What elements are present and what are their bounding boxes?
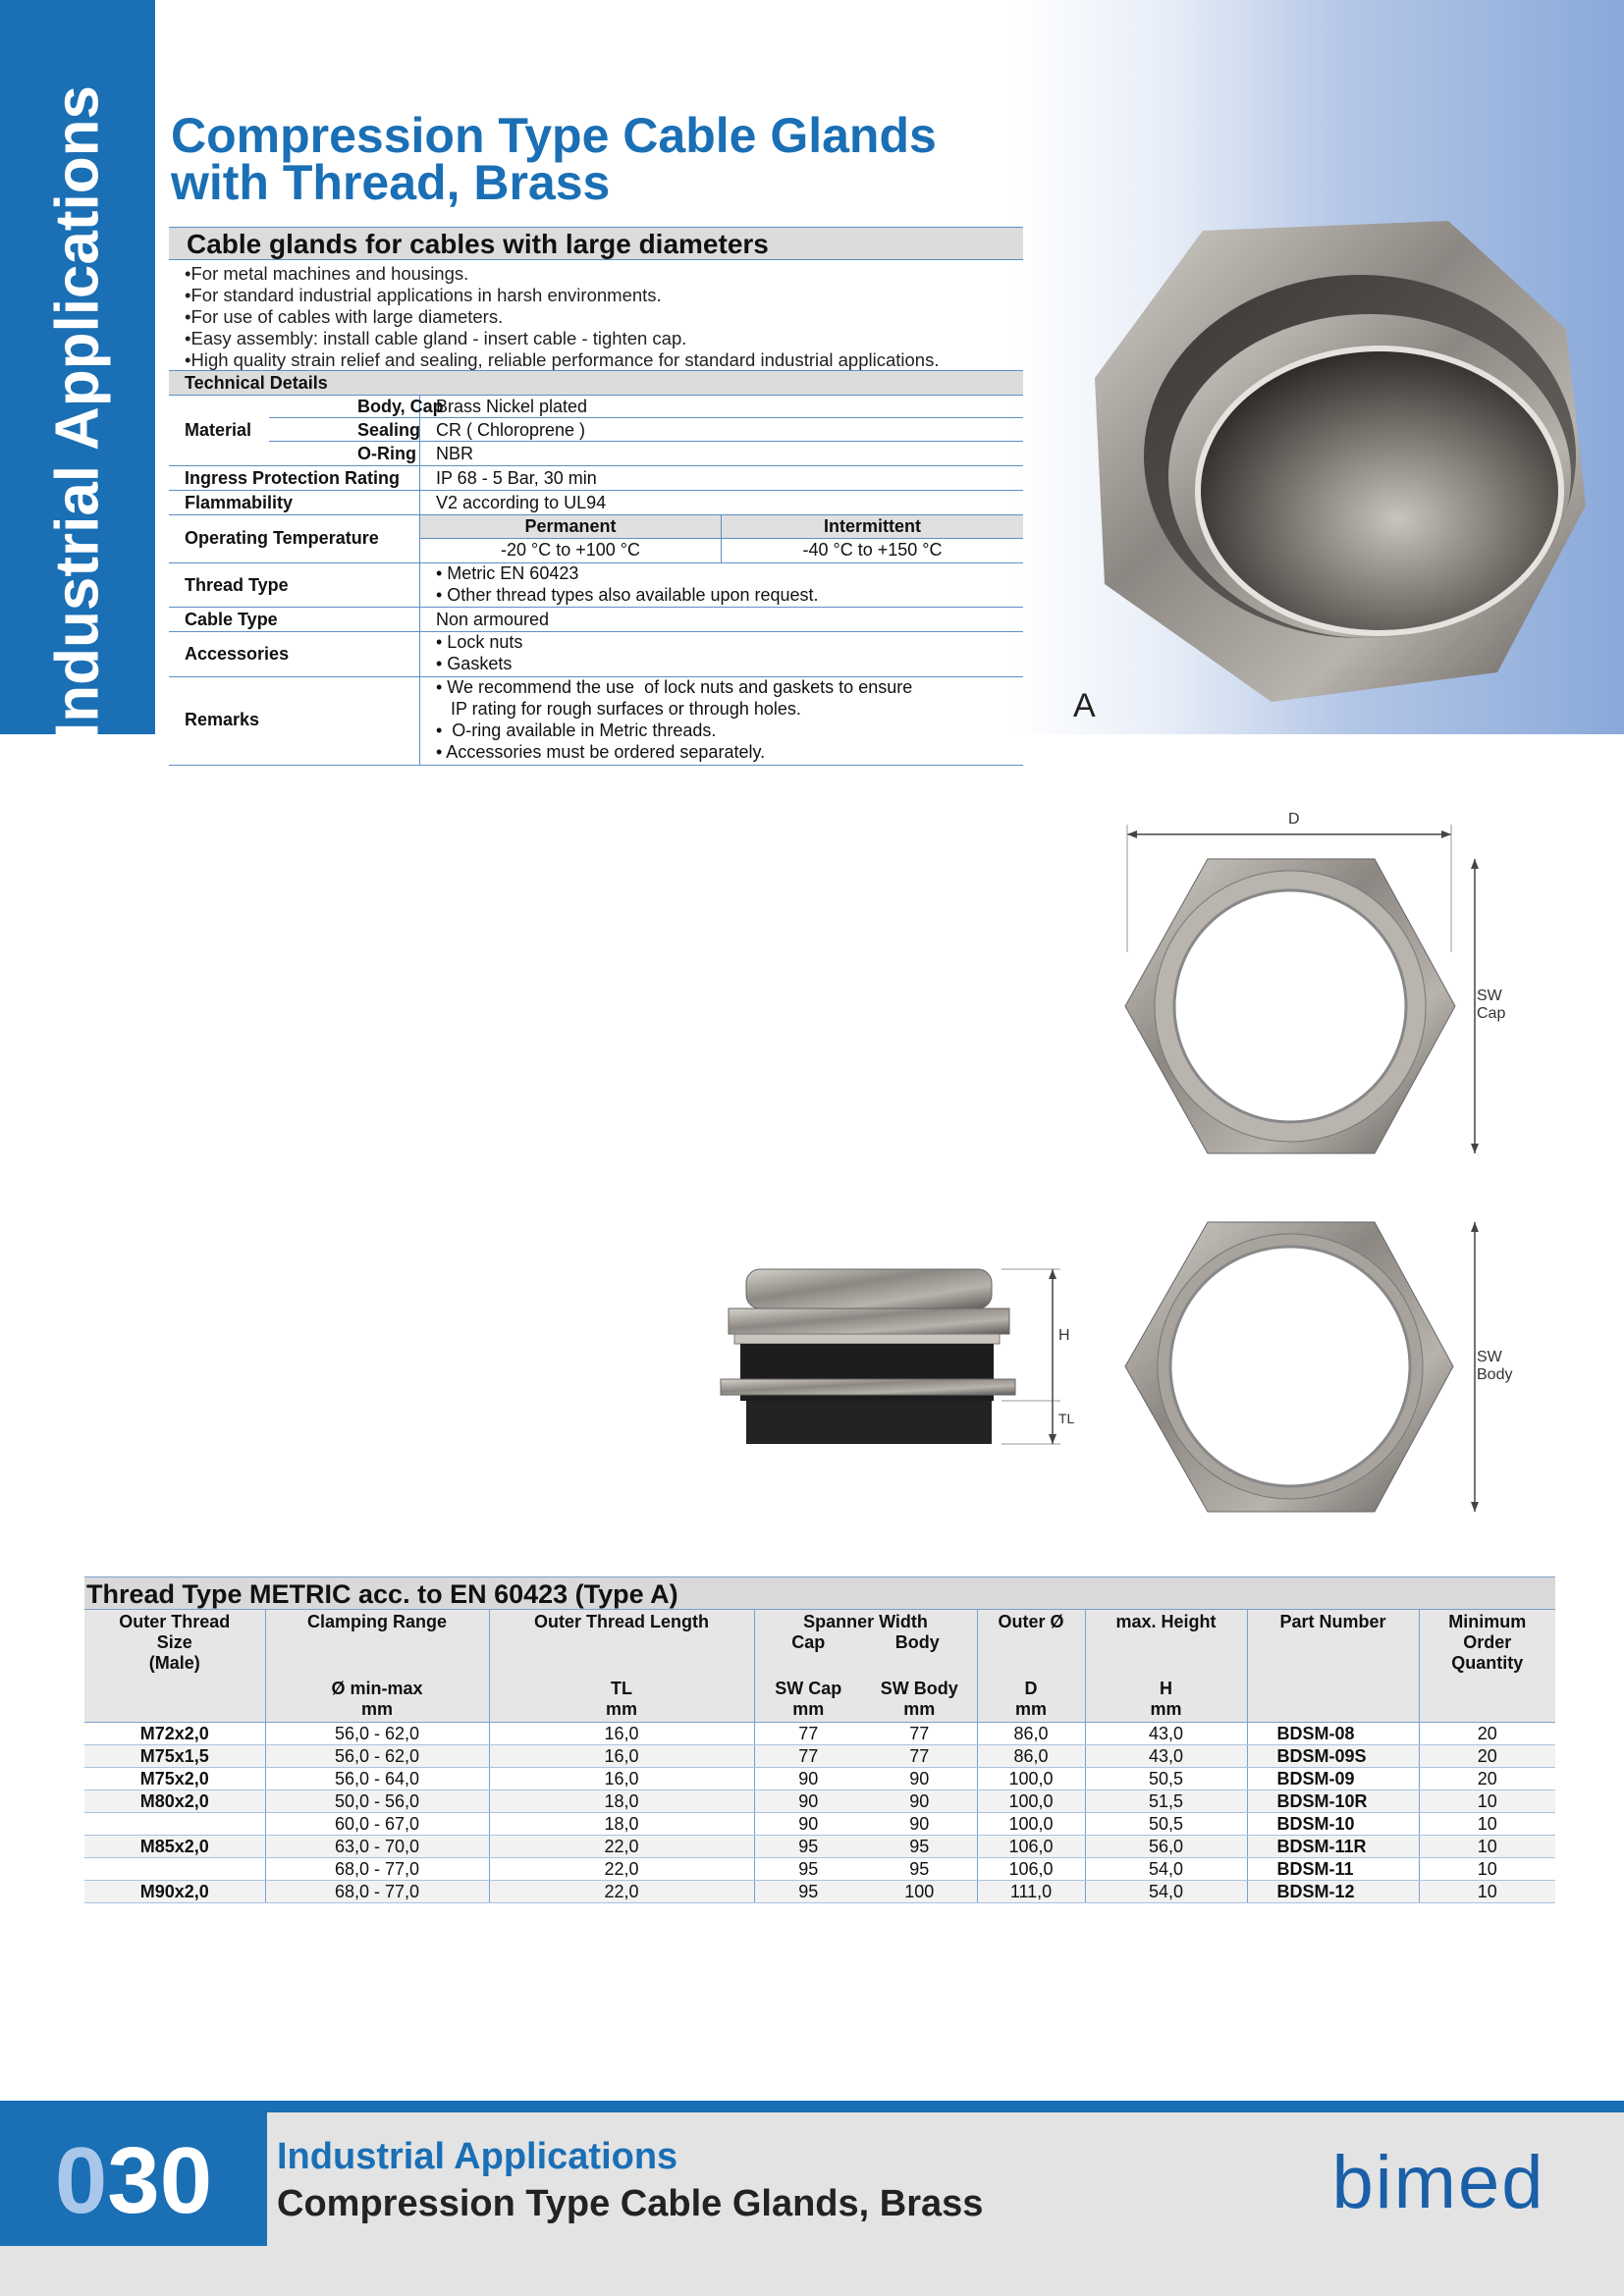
col-otl: Outer Thread Length — [489, 1610, 754, 1677]
cell-clamp: 56,0 - 64,0 — [265, 1768, 489, 1790]
tech-header-row: Technical Details — [169, 370, 1023, 396]
cell-swb: 95 — [862, 1858, 977, 1881]
photo-label: A — [1073, 687, 1096, 724]
cell-clamp: 63,0 - 70,0 — [265, 1836, 489, 1858]
footer-line — [0, 2101, 1624, 2112]
cell-swb: 77 — [862, 1723, 977, 1745]
side-view-drawing — [707, 1261, 1080, 1458]
cell-h: 51,5 — [1085, 1790, 1247, 1813]
cell-swb: 100 — [862, 1881, 977, 1903]
feature-list — [185, 263, 1029, 371]
cell-clamp: 68,0 - 77,0 — [265, 1858, 489, 1881]
cell-size — [84, 1858, 265, 1881]
cell-pn: BDSM-09 — [1247, 1768, 1419, 1790]
cell-d: 100,0 — [977, 1790, 1085, 1813]
cell-swc: 77 — [754, 1723, 862, 1745]
cell-tl: 16,0 — [489, 1745, 754, 1768]
cell-d: 100,0 — [977, 1768, 1085, 1790]
cell-size: M72x2,0 — [84, 1723, 265, 1745]
col-spanner: Spanner Width Cap Body — [754, 1610, 977, 1677]
cell-tl: 18,0 — [489, 1790, 754, 1813]
cell-swc: 77 — [754, 1745, 862, 1768]
cell-clamp: 56,0 - 62,0 — [265, 1723, 489, 1745]
bottom-view-body-drawing — [1110, 1217, 1522, 1522]
brand-logo: bimed — [1331, 2141, 1545, 2224]
cell-swb: 90 — [862, 1768, 977, 1790]
table-row — [84, 1768, 1555, 1790]
cell-h: 50,5 — [1085, 1768, 1247, 1790]
col-outer-d: Outer Ø — [977, 1610, 1085, 1677]
dim-sw-body: SW Body — [1477, 1349, 1513, 1383]
list-item: • For standard industrial applications in harsh environments. — [185, 285, 1029, 306]
material-body-row: Body, Cap Brass Nickel plated — [269, 395, 1023, 418]
thread-type-row: Thread Type • Metric EN 60423 • Other thread types also available upon request. — [169, 563, 1023, 608]
cell-size — [84, 1813, 265, 1836]
metric-table-heading: Thread Type METRIC acc. to EN 60423 (Type A) — [84, 1576, 1555, 1610]
flammability-row: Flammability V2 according to UL94 — [169, 491, 1023, 515]
col-height: max. Height — [1085, 1610, 1247, 1677]
cell-tl: 16,0 — [489, 1768, 754, 1790]
cell-pn: BDSM-11 — [1247, 1858, 1419, 1881]
remarks-row: Remarks • We recommend the use of lock nuts and gaskets to ensure IP rating for rough surfaces or through holes. • O-ring available in Metric threads. • Accessories must be ordered separately. — [169, 677, 1023, 766]
cell-swc: 90 — [754, 1813, 862, 1836]
cell-pn: BDSM-09S — [1247, 1745, 1419, 1768]
cell-moq: 10 — [1419, 1790, 1555, 1813]
list-item: • High quality strain relief and sealing, reliable performance for standard industrial applications. — [185, 349, 1029, 371]
cell-moq: 20 — [1419, 1723, 1555, 1745]
cell-h: 43,0 — [1085, 1745, 1247, 1768]
page-number: 030 — [54, 2128, 213, 2233]
dim-tl: TL — [1058, 1411, 1075, 1426]
cell-tl: 22,0 — [489, 1836, 754, 1858]
dim-d: D — [1288, 811, 1300, 828]
col-outer-thread: Outer Thread Size (Male) — [84, 1610, 265, 1677]
cell-pn: BDSM-10 — [1247, 1813, 1419, 1836]
section-heading: Cable glands for cables with large diameters — [169, 227, 1023, 260]
cable-gland-photo — [1036, 211, 1586, 712]
cell-moq: 20 — [1419, 1745, 1555, 1768]
top-view-cap-drawing — [1110, 805, 1522, 1158]
cell-pn: BDSM-12 — [1247, 1881, 1419, 1903]
cell-swb: 90 — [862, 1813, 977, 1836]
table-row — [84, 1790, 1555, 1813]
cell-tl: 18,0 — [489, 1813, 754, 1836]
list-item: • For metal machines and housings. — [185, 263, 1029, 285]
dim-sw-cap: SW Cap — [1477, 988, 1506, 1022]
cell-moq: 10 — [1419, 1813, 1555, 1836]
cell-swc: 95 — [754, 1858, 862, 1881]
material-oring-row: O-Ring NBR — [169, 442, 1023, 466]
col-moq: Minimum Order Quantity — [1419, 1610, 1555, 1677]
cell-size: M75x1,5 — [84, 1745, 265, 1768]
material-sealing-row: Sealing CR ( Chloroprene ) — [269, 418, 1023, 442]
cell-h: 56,0 — [1085, 1836, 1247, 1858]
cell-swc: 95 — [754, 1836, 862, 1858]
table-row — [84, 1723, 1555, 1745]
material-row: Material — [169, 395, 1023, 465]
cell-tl: 16,0 — [489, 1723, 754, 1745]
col-clamping: Clamping Range — [265, 1610, 489, 1677]
cell-size: M75x2,0 — [84, 1768, 265, 1790]
cell-size: M90x2,0 — [84, 1881, 265, 1903]
footer-category: Industrial Applications — [277, 2136, 678, 2177]
cell-pn: BDSM-11R — [1247, 1836, 1419, 1858]
metric-table-body — [84, 1723, 1555, 1903]
cell-swc: 90 — [754, 1768, 862, 1790]
table-row — [84, 1836, 1555, 1858]
cell-size: M80x2,0 — [84, 1790, 265, 1813]
cell-swc: 95 — [754, 1881, 862, 1903]
cell-d: 106,0 — [977, 1836, 1085, 1858]
cell-clamp: 50,0 - 56,0 — [265, 1790, 489, 1813]
cell-moq: 10 — [1419, 1858, 1555, 1881]
cell-h: 54,0 — [1085, 1858, 1247, 1881]
table-row — [84, 1813, 1555, 1836]
cable-type-row: Cable Type Non armoured — [169, 608, 1023, 632]
cell-swb: 95 — [862, 1836, 977, 1858]
list-item: • Easy assembly: install cable gland - insert cable - tighten cap. — [185, 328, 1029, 349]
cell-pn: BDSM-08 — [1247, 1723, 1419, 1745]
temperature-row: Operating Temperature Permanent Intermittent -20 °C to +100 °C -40 °C to +150 °C — [169, 515, 1023, 563]
side-band — [0, 0, 155, 739]
cell-moq: 10 — [1419, 1836, 1555, 1858]
cell-swb: 77 — [862, 1745, 977, 1768]
cell-d: 106,0 — [977, 1858, 1085, 1881]
cell-moq: 20 — [1419, 1768, 1555, 1790]
table-row — [84, 1745, 1555, 1768]
footer-title: Compression Type Cable Glands, Brass — [277, 2183, 984, 2224]
cell-swb: 90 — [862, 1790, 977, 1813]
cell-clamp: 68,0 - 77,0 — [265, 1881, 489, 1903]
cell-pn: BDSM-10R — [1247, 1790, 1419, 1813]
list-item: • For use of cables with large diameters. — [185, 306, 1029, 328]
cell-size: M85x2,0 — [84, 1836, 265, 1858]
cell-tl: 22,0 — [489, 1881, 754, 1903]
table-row — [84, 1881, 1555, 1903]
cell-clamp: 56,0 - 62,0 — [265, 1745, 489, 1768]
cell-d: 86,0 — [977, 1723, 1085, 1745]
cell-clamp: 60,0 - 67,0 — [265, 1813, 489, 1836]
cell-h: 43,0 — [1085, 1723, 1247, 1745]
page-title: Compression Type Cable Glands with Thread, Brass — [171, 108, 937, 210]
col-part: Part Number — [1247, 1610, 1419, 1677]
cell-d: 111,0 — [977, 1881, 1085, 1903]
metric-table: Outer Thread Size (Male) Clamping Range Outer Thread Length Spanner Width Cap Body Outer Ø max. Height Part Number Minimum Order Quantity Ø min-max mm TL mm SW Cap mm SW Body mm D mm H mm M72x2,0 56,0 - 62,0 16,0 77 77 86,0 43,0 BDSM-08 20 M75x1,5 56,0 - 62,0 16,0 77 77 86,0 43,0 BDSM-09S 20 M75x2,0 56,0 - 64,0 16,0 90 90 100,0 50,5 BDSM-09 20 M80x2,0 50,0 - 56,0 18,0 90 90 100,0 51,5 BDSM-10R 10 60,0 - 67,0 18,0 90 90 100,0 50,5 BDSM-10 10 M85x2,0 63,0 - 70,0 22,0 95 95 106,0 56,0 BDSM-11R 10 68,0 - 77,0 22,0 95 95 106,0 54,0 BDSM-11 10 M90x2,0 68,0 - 77,0 22,0 95 100 111,0 54,0 BDSM-12 10 — [84, 1610, 1555, 1903]
cell-d: 100,0 — [977, 1813, 1085, 1836]
table-row — [84, 1858, 1555, 1881]
cell-h: 50,5 — [1085, 1813, 1247, 1836]
cell-tl: 22,0 — [489, 1858, 754, 1881]
cell-swc: 90 — [754, 1790, 862, 1813]
cell-d: 86,0 — [977, 1745, 1085, 1768]
side-band-title: Industrial Applications — [43, 85, 112, 739]
cell-h: 54,0 — [1085, 1881, 1247, 1903]
dim-h: H — [1058, 1327, 1070, 1344]
cell-moq: 10 — [1419, 1881, 1555, 1903]
accessories-row: Accessories • Lock nuts • Gaskets — [169, 632, 1023, 677]
ip-row: Ingress Protection Rating IP 68 - 5 Bar, 30 min — [169, 466, 1023, 491]
